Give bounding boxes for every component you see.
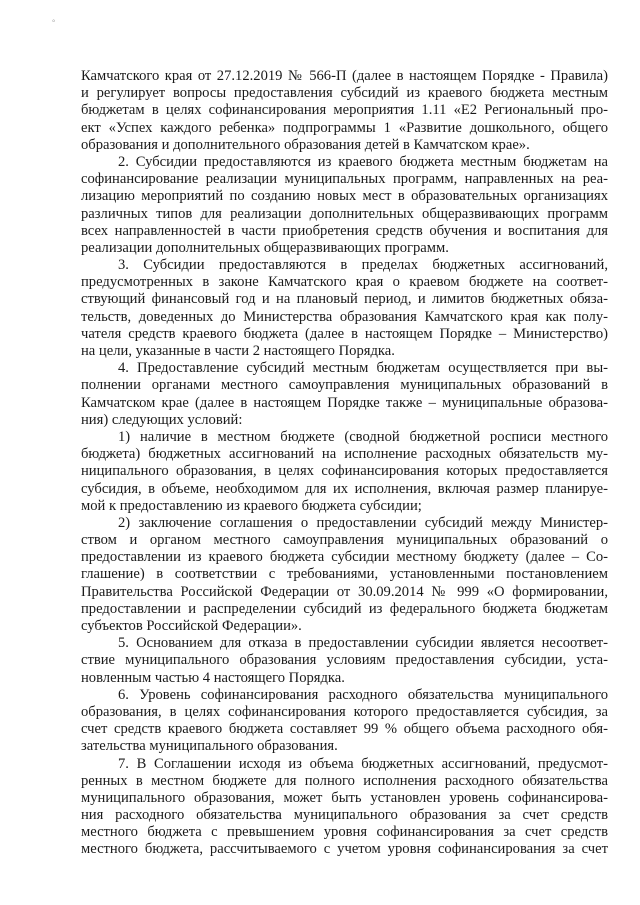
text-line: 6. Уровень софинансирования расходного обязательства муниципального xyxy=(118,686,608,703)
text-line: предусмотренных в законе Камчатского края о краевом бюджете на соответ- xyxy=(81,274,608,291)
scan-artifact-mark: ° xyxy=(52,18,56,27)
text-line: ством и органом местного самоуправления муниципальных образований о xyxy=(81,532,608,549)
text-line: предоставлении из краевого бюджета субсидии местному бюджету (далее – Со- xyxy=(81,549,608,566)
text-line: 2) заключение соглашения о предоставлении субсидий между Министер- xyxy=(118,514,608,531)
text-line: ния) следующих условий: xyxy=(81,411,243,428)
text-line: счет средств краевого бюджета составляет 99 % общего объема расходного обя- xyxy=(81,721,608,738)
text-line: образования и дополнительного образования детей в Камчатском крае». xyxy=(81,136,530,153)
text-line: на цели, указанные в части 2 настоящего Порядка. xyxy=(81,343,395,359)
text-line: и регулирует вопросы предоставления субсидий из краевого бюджета местным xyxy=(81,85,608,102)
text-line: образования, в целях софинансирования которого предоставляется субсидия, за xyxy=(81,703,608,720)
text-line: 5. Основанием для отказа в предоставлении субсидии является несоответ- xyxy=(118,635,608,652)
text-line: тельств, доведенных до Министерства образования Камчатского края как полу- xyxy=(81,308,608,325)
text-line: субсидия, в объеме, необходимом для их исполнения, включая размер планируе- xyxy=(81,480,608,497)
text-line: предоставлении и распределении субсидий из федерального бюджета бюджетам xyxy=(81,600,608,617)
text-line: 4. Предоставление субсидий местным бюджетам осуществляется при вы- xyxy=(118,360,608,377)
text-line: ствие муниципального образования условиям предоставления субсидии, уста- xyxy=(81,652,608,669)
text-line: 2. Субсидии предоставляются из краевого бюджета местным бюджетам на xyxy=(118,153,608,170)
text-line: ствующий финансовый год и на плановый период, и лимитов бюджетных обяза- xyxy=(81,291,608,308)
text-line: бюджетам в целях софинансирования мероприятия 1.11 «Е2 Региональный про- xyxy=(81,102,608,119)
text-line: 1) наличие в местном бюджете (сводной бюджетной росписи местного xyxy=(118,428,608,445)
text-line: лизацию мероприятий по созданию новых мест в образовательных организациях xyxy=(81,188,608,205)
text-line: Камчатском крае (далее в настоящем Порядке также – муниципальные образова- xyxy=(81,394,608,411)
text-line: мой к предоставлению из краевого бюджета субсидии; xyxy=(81,497,422,514)
text-line: ект «Успех каждого ребенка» подпрограммы 1 «Развитие дошкольного, общего xyxy=(81,119,608,136)
text-line: субъектов Российской Федерации». xyxy=(81,618,302,634)
text-line: ниципального образования, в целях софинансирования которых предоставляется xyxy=(81,463,608,480)
text-line: полнении органами местного самоуправления муниципальных образований в xyxy=(81,377,608,394)
text-line: различных типов для реализации дополнительных общеразвивающих программ xyxy=(81,205,608,222)
text-line: глашение) в соответствии с требованиями, установленными постановлением xyxy=(81,566,608,583)
text-line: всех направленностей в части приобретения средств обучения и воспитания для xyxy=(81,222,608,239)
text-line: местного бюджета с превышением уровня софинансирования за счет средств xyxy=(81,824,608,841)
text-line: зательства муниципального образования. xyxy=(81,738,338,755)
text-line: софинансирование реализации муниципальных программ, направленных на реа- xyxy=(81,171,608,188)
text-line: новленным частью 4 настоящего Порядка. xyxy=(81,669,345,686)
text-line: ренных в местном бюджете для полного исполнения расходного обязательства xyxy=(81,772,608,789)
text-line: реализации дополнительных общеразвивающих программ. xyxy=(81,239,449,256)
text-line: местного бюджета, рассчитываемого с учетом уровня софинансирования за счет xyxy=(81,841,608,858)
text-line: бюджета) бюджетных ассигнований на исполнение расходных обязательств му- xyxy=(81,446,608,463)
text-line: 7. В Соглашении исходя из объема бюджетных ассигнований, предусмот- xyxy=(118,755,608,772)
text-line: 3. Субсидии предоставляются в пределах бюджетных ассигнований, xyxy=(118,257,608,274)
text-line: Камчатского края от 27.12.2019 № 566-П (далее в настоящем Порядке - Правила) xyxy=(81,68,608,84)
text-line: чателя средств краевого бюджета (далее в настоящем Порядке – Министерство) xyxy=(81,325,608,342)
document-body xyxy=(81,68,608,859)
text-line: ния расходного обязательства муниципального образования за счет средств xyxy=(81,807,608,824)
text-line: муниципального образования, может быть установлен уровень софинансирова- xyxy=(81,789,608,806)
text-line: Правительства Российской Федерации от 30.09.2014 № 999 «О формировании, xyxy=(81,583,608,600)
